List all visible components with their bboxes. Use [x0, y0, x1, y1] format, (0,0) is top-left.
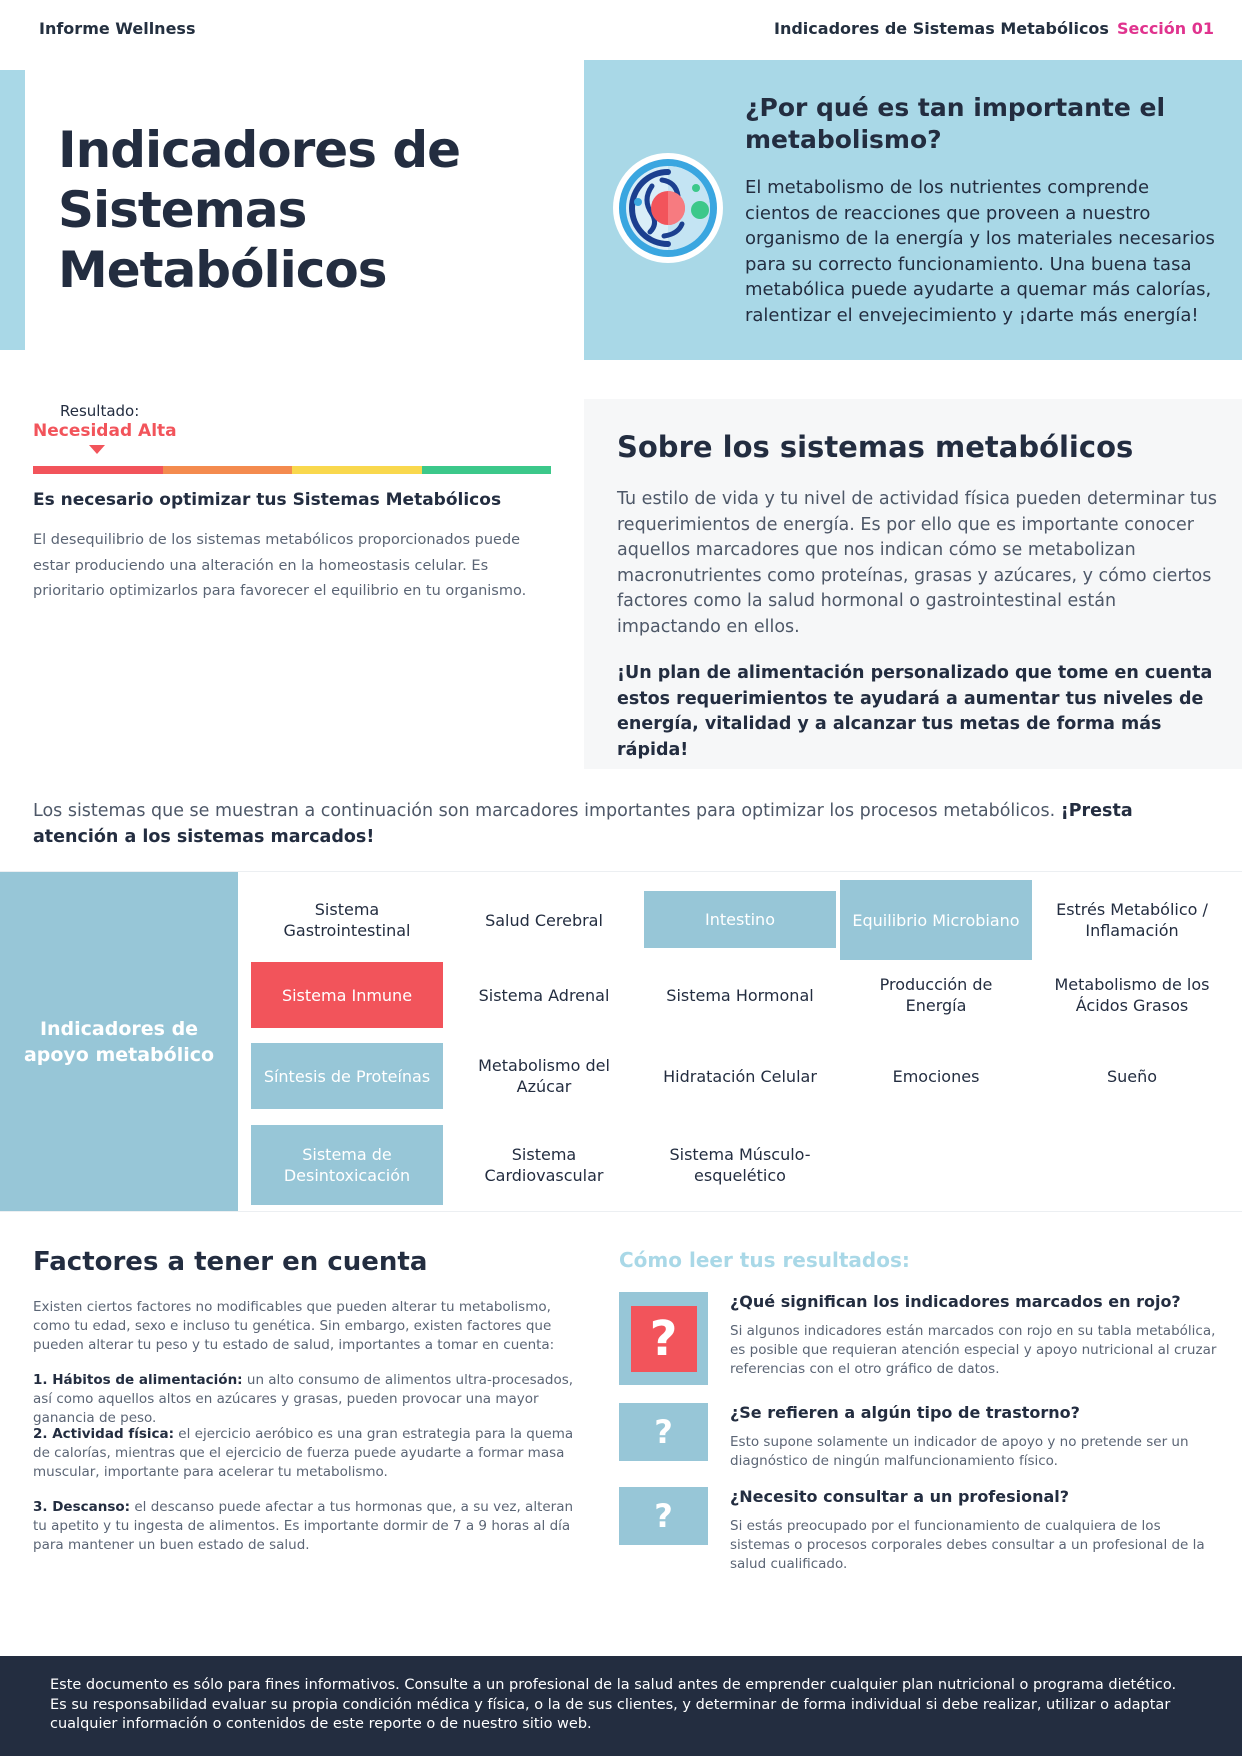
- faq-answer: Si algunos indicadores están marcados con rojo en su tabla metabólica, es posible que requieran atención especial y apoyo nutricional al cruzar referencias con el otro gráfico de datos.: [730, 1323, 1217, 1377]
- how-to-read-title: Cómo leer tus resultados:: [619, 1248, 910, 1272]
- page-title: Indicadores de Sistemas Metabólicos: [58, 121, 461, 299]
- question-icon: [619, 1487, 708, 1545]
- question-mark-icon: ?: [649, 1310, 678, 1367]
- factor-text: un alto consumo de alimentos ultra-procesados, así como aquellos altos en azúcares y grasas, pueden provocar una mayor ganancia de peso.: [33, 1372, 574, 1426]
- result-heading: Es necesario optimizar tus Sistemas Metabólicos: [33, 490, 502, 510]
- result-text: El desequilibrio de los sistemas metabólicos proporcionados puede estar produciendo una alteración en la homeostasis celular. Es prioritario optimizarlos para favorecer el equilibrio en tu organismo.: [33, 532, 527, 599]
- why-text: El metabolismo de los nutrientes comprende cientos de reacciones que proveen a nuestro organismo de la energía y los materiales necesarios para su correcto funcionamiento. Una buena tasa metabólica puede ayudarte a quemar más calorías, ralentizar el envejecimiento y ¡darte más energía!: [745, 177, 1215, 326]
- factor-item: [33, 1371, 578, 1428]
- factor-item: [33, 1498, 578, 1555]
- faq-answer: Si estás preocupado por el funcionamiento de cualquiera de los sistemas o procesos corporales debes consultar a un profesional de la salud cualificado.: [730, 1518, 1205, 1572]
- result-marker-icon: [89, 445, 105, 454]
- divider: [0, 1211, 1242, 1212]
- factor-label: 1. Hábitos de alimentación:: [33, 1372, 243, 1388]
- faq-question: ¿Necesito consultar a un profesional?: [730, 1487, 1070, 1506]
- section-title: Indicadores de Sistemas Metabólicos: [774, 19, 1109, 38]
- indicators-side-label: Indicadores de apoyo metabólico: [0, 872, 238, 1212]
- footer-disclaimer: Este documento es sólo para fines informativos. Consulte a un profesional de la salud antes de emprender cualquier plan nutricional o programa dietético. Es su responsabilidad evaluar su propia condición médica y física, o la de sus clientes, y determinar de forma individual si debe realizar, utilizar o adaptar cualquier información o contenidos de este reporte o de nuestro sitio web.: [50, 1677, 1177, 1732]
- intro-highlight: ¡Presta atención a los sistemas marcados!: [33, 801, 1133, 847]
- question-icon-red: [619, 1292, 708, 1385]
- question-mark-icon: ?: [654, 1497, 673, 1535]
- section-number: Sección 01: [1116, 19, 1214, 38]
- indicator-cell: Metabolismo del Azúcar: [478, 1056, 610, 1096]
- faq-question: ¿Qué significan los indicadores marcados en rojo?: [730, 1292, 1181, 1311]
- indicator-cell: Salud Cerebral: [485, 910, 603, 930]
- scale-segment-moderate: [163, 466, 293, 474]
- scale-segment-high: [33, 466, 163, 474]
- indicators-intro: [33, 798, 1213, 850]
- faq-question: ¿Se refieren a algún tipo de trastorno?: [730, 1403, 1080, 1422]
- indicator-cell: Producción de Energía: [879, 975, 993, 1015]
- indicator-cell: Estrés Metabólico / Inflamación: [1056, 900, 1208, 940]
- factors-intro: Existen ciertos factores no modificables que pueden alterar tu metabolismo, como tu edad, sexo e incluso tu genética. Sin embargo, existen factores que pueden alterar tu peso y tu estado de salud, importantes a tomar en cuenta:: [33, 1299, 555, 1353]
- about-text: Tu estilo de vida y tu nivel de actividad física pueden determinar tus requerimientos de energía. Es por ello que es importante conocer aquellos marcadores que nos indican cómo se metabolizan macronutrientes como proteínas, grasas y azúcares, y cómo ciertos factores como la salud hormonal o gastrointestinal están impactando en ellos.: [617, 489, 1217, 637]
- indicator-cell: Intestino: [644, 891, 836, 948]
- indicator-cell: Sueño: [1106, 1066, 1158, 1086]
- indicator-cell: Hidratación Celular: [663, 1066, 817, 1086]
- about-title: Sobre los sistemas metabólicos: [617, 430, 1134, 464]
- factor-label: 2. Actividad física:: [33, 1426, 174, 1442]
- indicator-cell: Sistema de Desintoxicación: [251, 1125, 443, 1205]
- factor-text: el ejercicio aeróbico es una gran estrategia para la quema de calorías, mientras que el ejercicio de fuerza puede ayudarte a formar masa muscular, importante para acelerar tu metabolismo.: [33, 1426, 574, 1480]
- faq-answer: Esto supone solamente un indicador de apoyo y no pretende ser un diagnóstico de ningún malfuncionamiento físico.: [730, 1434, 1189, 1469]
- about-highlight: ¡Un plan de alimentación personalizado que tome en cuenta estos requerimientos te ayudará a aumentar tus niveles de energía, vitalidad y a alcanzar tus metas de forma más rápida!: [617, 663, 1213, 760]
- indicator-cell: Sistema Hormonal: [666, 985, 814, 1005]
- indicator-cell: Sistema Cardiovascular: [484, 1145, 604, 1185]
- indicator-cell: Equilibrio Microbiano: [840, 880, 1032, 960]
- brand-name: Informe Wellness: [39, 19, 196, 38]
- indicator-cell: Sistema Músculo-esquelético: [669, 1145, 811, 1185]
- indicator-cell: Síntesis de Proteínas: [251, 1043, 443, 1109]
- result-value: Necesidad Alta: [33, 421, 177, 441]
- indicator-cell: Sistema Gastrointestinal: [283, 900, 411, 940]
- factors-title: Factores a tener en cuenta: [33, 1247, 428, 1277]
- indicator-cell: Metabolismo de los Ácidos Grasos: [1054, 975, 1210, 1015]
- scale-segment-optimal: [422, 466, 552, 474]
- scale-segment-low: [292, 466, 422, 474]
- indicator-cell: Sistema Inmune: [251, 962, 443, 1028]
- hero-accent-bar: [0, 70, 25, 350]
- indicator-cell: Emociones: [892, 1066, 980, 1086]
- metabolism-cell-icon: [612, 152, 724, 264]
- result-label: Resultado:: [60, 402, 140, 420]
- factor-label: 3. Descanso:: [33, 1499, 131, 1515]
- question-mark-icon: ?: [654, 1413, 673, 1451]
- factor-text: el descanso puede afectar a tus hormonas que, a su vez, alteran tu apetito y tu ingesta de alimentos. Es importante dormir de 7 a 9 horas al día para mantener un buen estado de salud.: [33, 1499, 574, 1553]
- header-section: [774, 19, 1214, 38]
- factor-item: [33, 1425, 578, 1482]
- why-title: ¿Por qué es tan importante el metabolismo?: [745, 93, 1166, 154]
- result-scale: [33, 466, 551, 474]
- question-icon: [619, 1403, 708, 1461]
- intro-text: Los sistemas que se muestran a continuación son marcadores importantes para optimizar los procesos metabólicos.: [33, 801, 1056, 821]
- indicator-cell: Sistema Adrenal: [478, 985, 610, 1005]
